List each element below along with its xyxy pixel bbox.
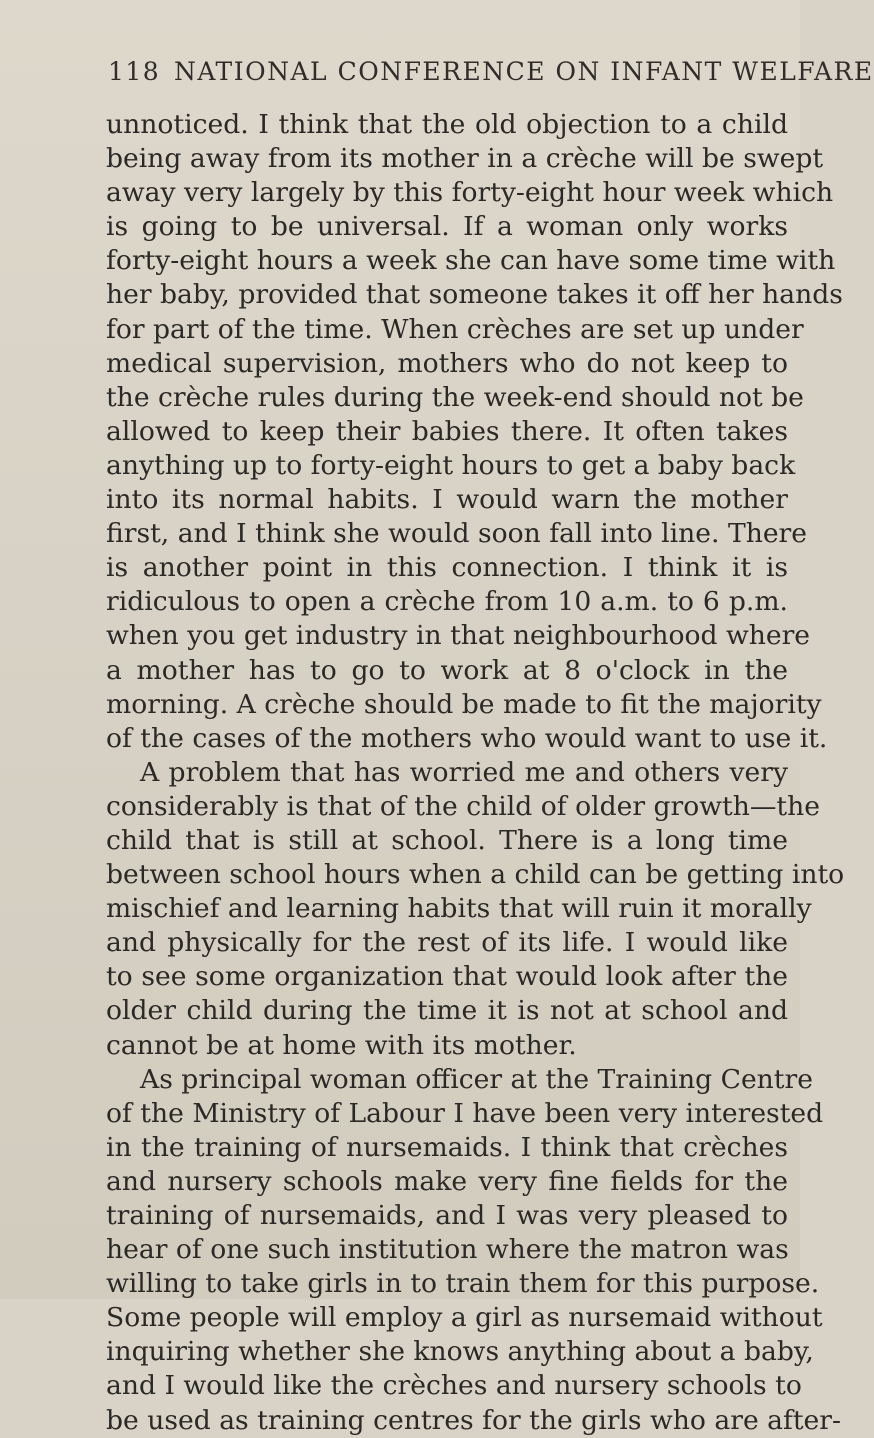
text-line: away very largely by this forty-eight hour week which xyxy=(106,177,834,209)
text-line: of the Ministry of Labour I have been very interested xyxy=(106,1097,824,1129)
text-line: her baby, provided that someone takes it off her hands xyxy=(106,279,843,311)
text-line: morning. A crèche should be made to fit the majority xyxy=(106,688,822,720)
text-line: allowed to keep their babies there. It often takes xyxy=(106,415,788,447)
text-line: mischief and learning habits that will ruin it morally xyxy=(106,893,812,925)
running-title: NATIONAL CONFERENCE ON INFANT WELFARE xyxy=(174,57,874,86)
text-line: A problem that has worried me and others very xyxy=(140,756,788,788)
text-line: forty-eight hours a week she can have some time with xyxy=(106,245,836,277)
text-line: for part of the time. When crèches are set up under xyxy=(106,313,804,345)
text-line: of the cases of the mothers who would want to use it. xyxy=(106,722,828,754)
text-line: medical supervision, mothers who do not keep to xyxy=(106,347,788,379)
text-line: into its normal habits. I would warn the mother xyxy=(106,484,788,516)
text-line: ridiculous to open a crèche from 10 a.m. to 6 p.m. xyxy=(106,586,788,618)
text-line: be used as training centres for the girls who are after- xyxy=(106,1404,841,1436)
text-line: first, and I think she would soon fall into line. There xyxy=(106,518,808,550)
text-line: to see some organization that would look after the xyxy=(106,961,788,993)
paragraph-1 xyxy=(106,108,843,756)
text-line: older child during the time it is not at school and xyxy=(106,995,788,1027)
text-line: is going to be universal. If a woman only works xyxy=(106,211,788,243)
text-line: hear of one such institution where the matron was xyxy=(106,1234,789,1266)
page-number: 118 xyxy=(108,57,161,86)
text-line: is another point in this connection. I think it is xyxy=(106,552,788,584)
text-line: the crèche rules during the week-end should not be xyxy=(106,381,804,413)
text-line: Some people will employ a girl as nursemaid without xyxy=(106,1302,823,1334)
text-line: As principal woman officer at the Training Centre xyxy=(140,1063,813,1095)
text-line: and physically for the rest of its life. I would like xyxy=(106,927,788,959)
text-line: being away from its mother in a crèche will be swept xyxy=(106,143,824,175)
text-line: considerably is that of the child of older growth—the xyxy=(106,790,820,822)
text-line: and nursery schools make very fine fields for the xyxy=(106,1165,788,1197)
text-line: inquiring whether she knows anything about a baby, xyxy=(106,1336,814,1368)
text-line: between school hours when a child can be getting into xyxy=(106,859,845,891)
text-line: cannot be at home with its mother. xyxy=(106,1029,577,1061)
text-line: when you get industry in that neighbourhood where xyxy=(106,620,811,652)
text-line: unnoticed. I think that the old objection to a child xyxy=(106,109,788,140)
paragraph-2 xyxy=(106,756,845,1063)
paragraph-3 xyxy=(106,1063,841,1438)
text-line: and I would like the crèches and nursery schools to xyxy=(106,1370,802,1402)
text-line: a mother has to go to work at 8 o'clock in the xyxy=(106,654,788,686)
text-line: willing to take girls in to train them for this purpose. xyxy=(106,1268,820,1300)
running-header xyxy=(108,52,874,92)
text-line: in the training of nursemaids. I think that crèches xyxy=(106,1131,788,1163)
text-line: training of nursemaids, and I was very pleased to xyxy=(106,1200,788,1231)
text-line: child that is still at school. There is a long time xyxy=(106,824,788,856)
text-line: anything up to forty-eight hours to get a baby back xyxy=(106,449,796,481)
body-text xyxy=(106,108,845,1438)
